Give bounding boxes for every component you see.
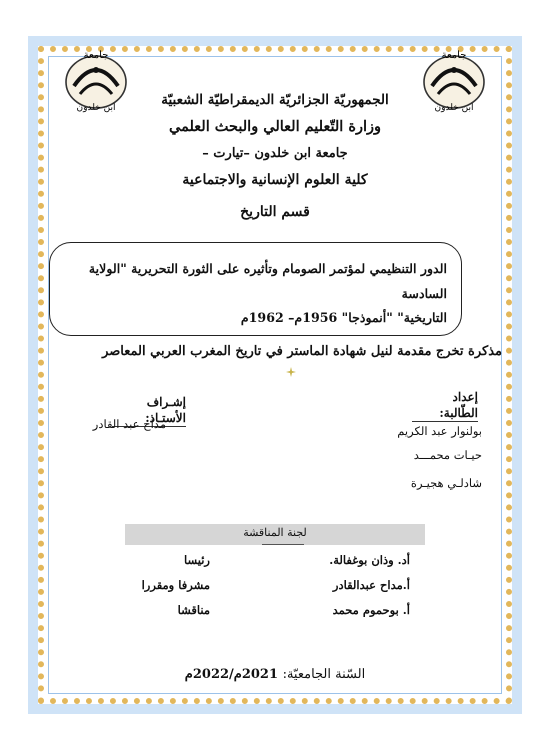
supervisor-name: مداح عبد القادر bbox=[92, 417, 166, 431]
faculty-heading: كلية العلوم الإنسانية والاجتماعية bbox=[182, 172, 368, 188]
logo-main-text: ابن خلدون bbox=[76, 103, 116, 113]
republic-heading: الجمهوريّة الجزائريّة الديمقراطيّة الشعبيّة bbox=[161, 92, 389, 108]
thesis-title-line1: الدور التنظيمي لمؤتمر الصومام وتأثيره على الثورة التحريرية "الولاية السادسة bbox=[88, 261, 447, 301]
university-heading: جامعة ابن خلدون –تيارت – bbox=[202, 146, 348, 161]
jury-member-name: أد. وذان بوغفالة. bbox=[329, 553, 410, 567]
thesis-title-line2: التاريخية" "أنموذجا" 1956م– 1962م bbox=[240, 310, 447, 326]
academic-year-label: السّنة الجامعيّة: bbox=[282, 667, 366, 682]
sparkle-icon bbox=[286, 367, 296, 377]
jury-member-role: مشرفا ومقررا bbox=[141, 578, 210, 592]
supervisor-label: إشـراف الأستـاذ: bbox=[112, 395, 186, 427]
logo-top-text: جامعة bbox=[83, 50, 109, 61]
student-name: بولنوار عبد الكريم bbox=[397, 424, 482, 438]
students-label: إعداد الطّالبة: bbox=[412, 390, 478, 422]
logo-top-text: جامعة bbox=[441, 50, 467, 61]
jury-member-name: أ.مداح عبدالقادر bbox=[332, 578, 410, 592]
memo-description: مذكرة تخرج مقدمة لنيل شهادة الماستر في تاريخ المغرب العربي المعاصر bbox=[102, 344, 502, 359]
jury-member-name: أ. بوحموم محمد bbox=[332, 603, 410, 617]
jury-title: لجنة المناقشة bbox=[243, 526, 307, 539]
academic-year-value: 2021م/2022م bbox=[184, 667, 279, 682]
academic-year bbox=[130, 667, 420, 682]
jury-member-role: مناقشا bbox=[177, 603, 210, 617]
ministry-heading: وزارة التّعليم العالي والبحث العلمي bbox=[169, 118, 381, 135]
logo-main-text: ابن خلدون bbox=[434, 103, 474, 113]
student-name: حيـات محمـــد bbox=[413, 448, 482, 462]
student-name: شادلـي هجيـرة bbox=[410, 476, 482, 490]
department-heading: قسم التاريخ bbox=[240, 204, 310, 220]
jury-title-underline bbox=[262, 544, 304, 545]
thesis-title-box bbox=[49, 242, 462, 336]
jury-member-role: رئيسا bbox=[184, 553, 210, 567]
